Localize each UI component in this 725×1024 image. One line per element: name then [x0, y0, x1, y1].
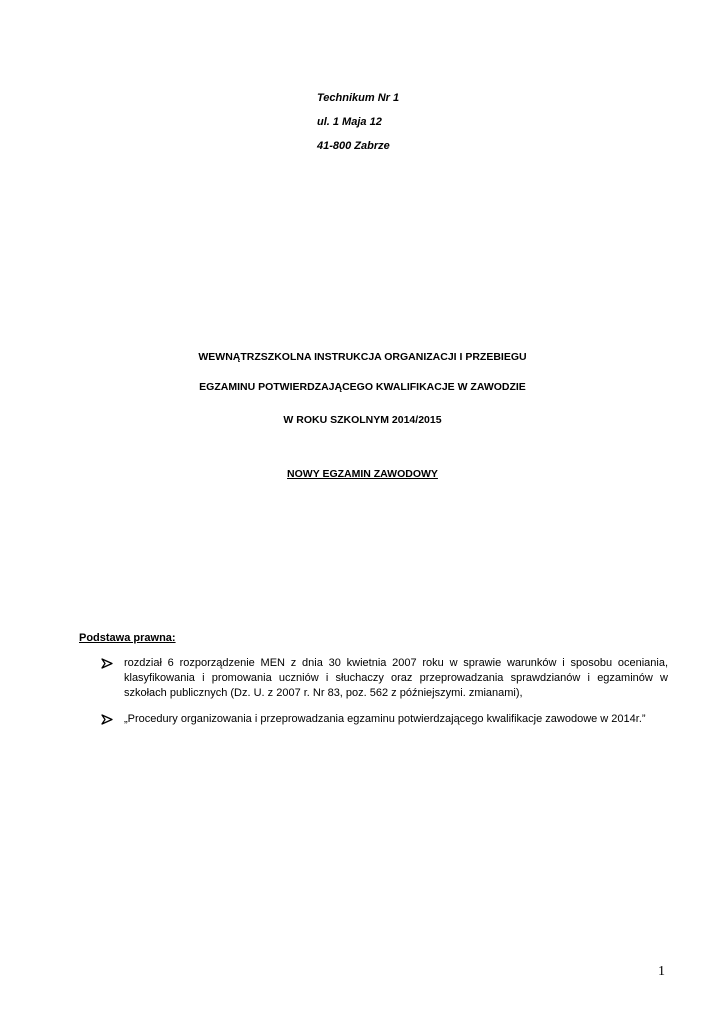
arrowhead-bullet-icon [100, 712, 114, 727]
document-title-line-1: WEWNĄTRZSZKOLNA INSTRUKCJA ORGANIZACJI I PRZEBIEGU [198, 351, 527, 363]
document-subtitle: NOWY EGZAMIN ZAWODOWY [287, 468, 438, 480]
page-number: 1 [658, 964, 665, 979]
legal-basis-item [100, 712, 668, 727]
legal-basis-heading: Podstawa prawna: [79, 632, 176, 644]
legal-basis-item-text: „Procedury organizowania i przeprowadzania egzaminu potwierdzającego kwalifikacje zawodowe w 2014r.” [124, 713, 646, 725]
legal-basis-item-text: rozdział 6 rozporządzenie MEN z dnia 30 kwietnia 2007 roku w sprawie warunków i sposobu oceniania, klasyfikowania i promowania uczniów i słuchaczy oraz przeprowadzania sprawdzianów i egzaminów w szkołach publicznych (Dz. U. z 2007 r. Nr 83, poz. 562 z późniejszymi. zmianami), [124, 657, 668, 699]
school-city: 41-800 Zabrze [317, 140, 390, 152]
school-street: ul. 1 Maja 12 [317, 116, 382, 128]
legal-basis-item [100, 656, 668, 701]
arrowhead-bullet-icon [100, 656, 114, 671]
school-name: Technikum Nr 1 [317, 92, 400, 104]
document-title-line-2: EGZAMINU POTWIERDZAJĄCEGO KWALIFIKACJE W ZAWODZIE [199, 381, 526, 393]
document-title-line-3: W ROKU SZKOLNYM 2014/2015 [283, 414, 442, 426]
